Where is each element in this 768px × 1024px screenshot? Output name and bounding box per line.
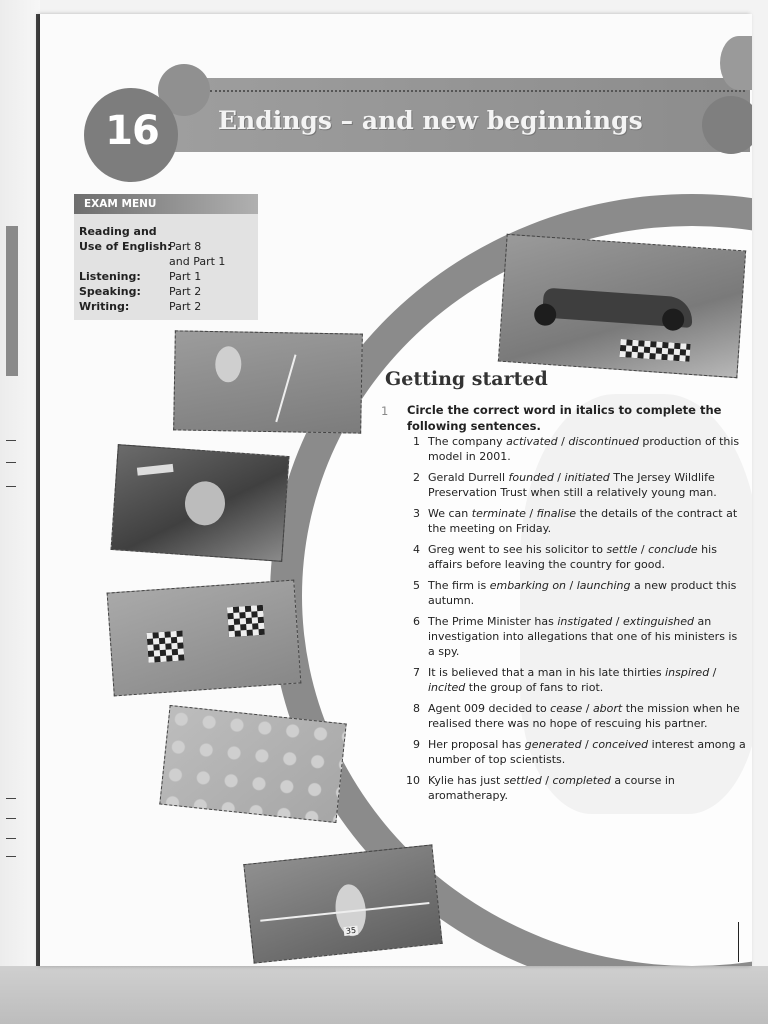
question-item	[400, 470, 746, 500]
exam-menu-value: Part 1	[169, 270, 202, 283]
chequered-flag	[147, 630, 185, 662]
question-number: 5	[413, 579, 420, 592]
question-text: The company	[428, 435, 507, 448]
graduate-photo	[111, 444, 290, 562]
answer-option[interactable]: embarking on	[489, 579, 567, 592]
question-text: a course in aromatherapy.	[428, 774, 675, 802]
question-item	[400, 701, 746, 731]
option-separator: /	[612, 615, 623, 628]
option-separator: /	[525, 507, 537, 520]
answer-option[interactable]: discontinued	[568, 435, 639, 448]
exam-menu-value: Part 8	[169, 240, 202, 253]
question-text: Kylie has just	[428, 774, 504, 787]
margin-mark	[6, 486, 16, 487]
exam-menu-value: Part 2	[169, 300, 202, 313]
option-separator: /	[541, 774, 553, 787]
answer-option[interactable]: incited	[428, 681, 466, 694]
answer-option[interactable]: inspired	[665, 666, 710, 679]
question-text: Agent 009 decided to	[428, 702, 551, 715]
answer-option[interactable]: conclude	[648, 543, 698, 556]
option-separator: /	[709, 666, 717, 679]
section-title: Getting started	[385, 368, 548, 390]
question-text: It is believed that a man in his late thirties	[428, 666, 666, 679]
option-separator: /	[582, 702, 593, 715]
answer-option[interactable]: extinguished	[622, 615, 695, 628]
question-number: 1	[413, 435, 420, 448]
question-text: Gerald Durrell	[428, 471, 509, 484]
question-item	[400, 773, 746, 803]
previous-page-image-fragment	[6, 226, 18, 376]
exam-menu-value: and Part 1	[169, 255, 226, 268]
option-separator: /	[553, 471, 565, 484]
answer-option[interactable]: founded	[508, 471, 554, 484]
question-text: the details of the contract at the meeting on Friday.	[428, 507, 738, 535]
answer-option[interactable]: finalise	[536, 507, 577, 520]
question-number: 3	[413, 507, 420, 520]
option-separator: /	[581, 738, 593, 751]
answer-option[interactable]: activated	[506, 435, 558, 448]
unit-title: Endings – and new beginnings	[218, 106, 643, 135]
question-item	[400, 737, 746, 767]
question-number: 6	[413, 615, 420, 628]
exam-menu-label: Speaking:	[79, 285, 141, 298]
page-edge-line	[738, 922, 739, 962]
runner-figure	[215, 346, 242, 382]
question-text: the group of fans to riot.	[465, 681, 604, 694]
answer-option[interactable]: abort	[592, 702, 623, 715]
option-separator: /	[557, 435, 569, 448]
racing-car-photo	[498, 234, 746, 378]
answer-option[interactable]: initiated	[564, 471, 610, 484]
question-number: 10	[406, 774, 420, 787]
question-item	[400, 434, 746, 464]
finish-line-runner-photo	[243, 844, 442, 963]
decorative-circle	[720, 36, 752, 90]
exercise-number: 1	[381, 404, 389, 418]
answer-option[interactable]: settled	[503, 774, 542, 787]
answer-option[interactable]: instigated	[557, 615, 613, 628]
question-number: 9	[413, 738, 420, 751]
question-list	[400, 434, 746, 809]
question-number: 7	[413, 666, 420, 679]
margin-mark	[6, 462, 16, 463]
margin-mark	[6, 838, 16, 839]
question-text: Greg went to see his solicitor to	[428, 543, 607, 556]
car-wheel	[661, 308, 684, 331]
banner-dotted-line	[210, 90, 745, 95]
question-text: the mission when he realised there was no hope of rescuing his partner.	[428, 702, 740, 730]
exam-menu-label: Writing:	[79, 300, 130, 313]
question-text: a new product this autumn.	[428, 579, 737, 607]
diploma-scroll	[137, 464, 174, 476]
question-text: production of this model in 2001.	[428, 435, 740, 463]
unit-number: 16	[105, 108, 159, 154]
margin-mark	[6, 856, 16, 857]
question-text: Her proposal has	[428, 738, 525, 751]
option-separator: /	[566, 579, 577, 592]
question-item	[400, 614, 746, 659]
question-item	[400, 665, 746, 695]
question-item	[400, 506, 746, 536]
car-wheel	[533, 303, 556, 326]
question-text: The Prime Minister has	[428, 615, 558, 628]
answer-option[interactable]: conceived	[592, 738, 649, 751]
question-item	[400, 542, 746, 572]
question-number: 8	[413, 702, 420, 715]
margin-mark	[6, 798, 16, 799]
answer-option[interactable]: settle	[606, 543, 638, 556]
race-bib-number: 35	[345, 925, 357, 936]
question-item	[400, 578, 746, 608]
answer-option[interactable]: generated	[524, 738, 582, 751]
exam-menu-label: Reading and	[79, 225, 157, 238]
margin-mark	[6, 818, 16, 819]
track-line	[275, 354, 296, 422]
question-text: We can	[428, 507, 472, 520]
question-text: The firm is	[428, 579, 490, 592]
scan-bottom-band	[0, 966, 768, 1024]
exercise-instruction: Circle the correct word in italics to complete the following sentences.	[407, 403, 722, 433]
answer-option[interactable]: terminate	[471, 507, 526, 520]
exam-menu-label: Listening:	[79, 270, 141, 283]
answer-option[interactable]: completed	[552, 774, 611, 787]
chequered-flag	[227, 605, 265, 637]
graduate-face	[184, 480, 227, 527]
option-separator: /	[637, 543, 649, 556]
exam-menu-value: Part 2	[169, 285, 202, 298]
question-text: an investigation into allegations that one of his ministers is a spy.	[428, 615, 738, 658]
exam-menu-label: Use of English:	[79, 240, 172, 253]
exam-menu-heading: EXAM MENU	[74, 194, 258, 214]
question-text: his affairs before leaving the country for good.	[428, 543, 717, 571]
chequered-flags-photo	[107, 580, 302, 697]
margin-mark	[6, 440, 16, 441]
answer-option[interactable]: cease	[550, 702, 583, 715]
question-number: 4	[413, 543, 420, 556]
question-text: interest among a number of top scientists.	[428, 738, 746, 766]
runners-track-photo	[173, 330, 363, 433]
question-text: The Jersey Wildlife Preservation Trust when still a relatively young man.	[428, 471, 717, 499]
previous-page-edge	[0, 0, 40, 1024]
exam-menu-box	[74, 194, 258, 320]
answer-option[interactable]: launching	[576, 579, 631, 592]
chequered-track-marking	[619, 339, 690, 362]
question-number: 2	[413, 471, 420, 484]
book-page	[40, 14, 752, 966]
jigsaw-puzzle-photo	[159, 705, 346, 823]
